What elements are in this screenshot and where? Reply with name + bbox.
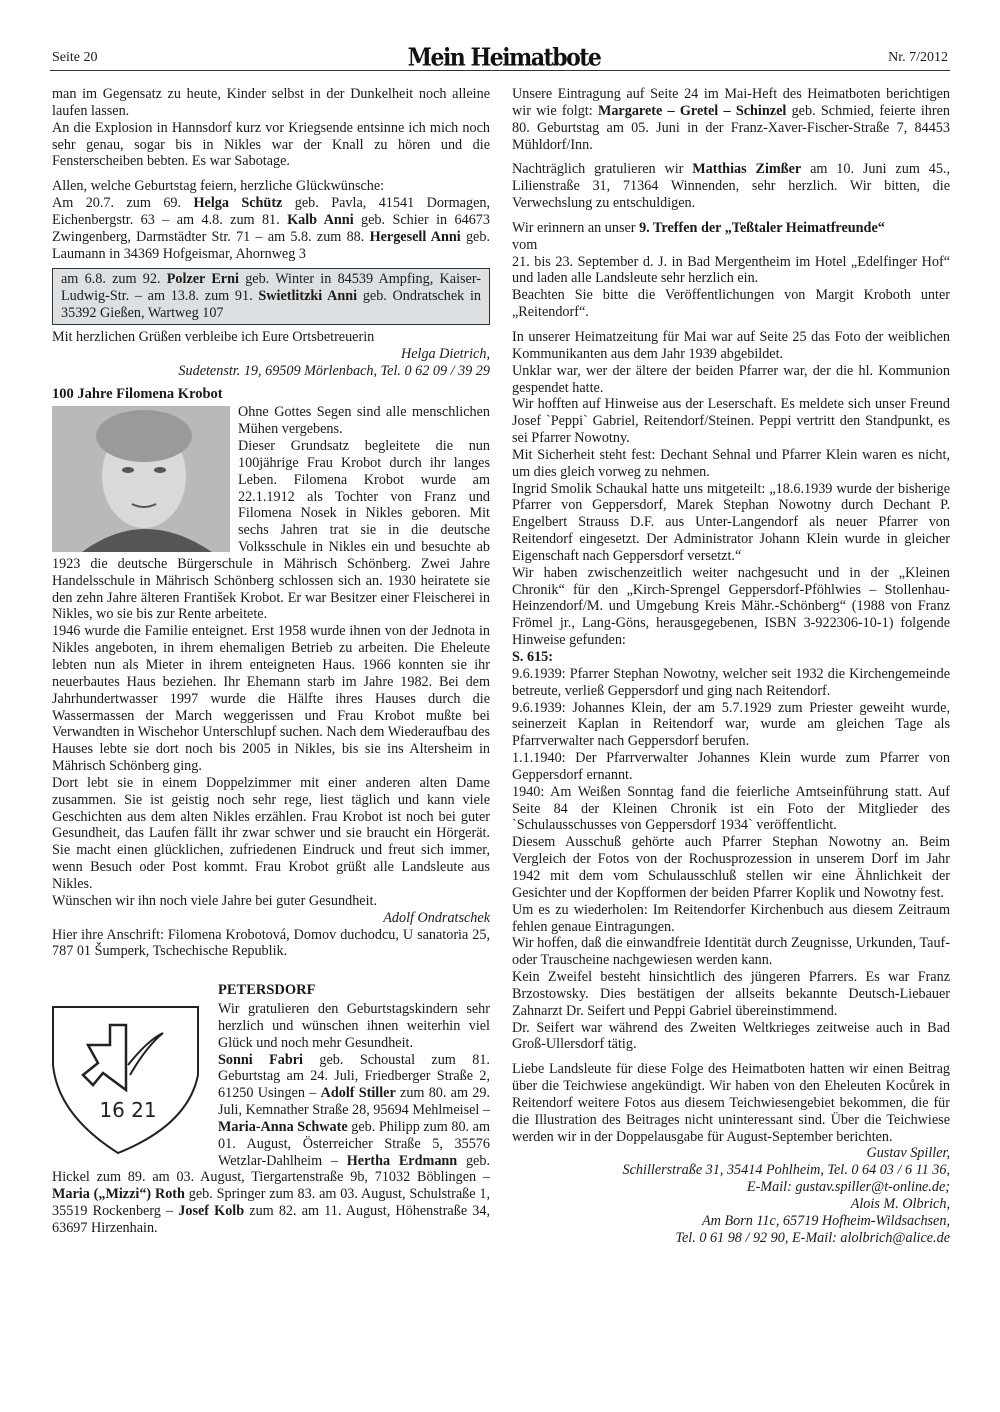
paragraph [52,86,490,120]
header-rule [50,70,950,71]
paragraph [512,649,950,666]
text-run: Adolf Ondratschek [383,909,490,926]
paragraph [52,927,490,961]
bold-name: Helga Schütz [193,195,283,212]
paragraph [512,161,950,212]
paragraph [512,86,950,153]
paragraph [512,329,950,363]
text-run: 1940: Am Weißen Sonntag fand die feierliche Amtseinführung statt. Auf Seite 84 der Kleinen Chronik ist ein Foto der Mitglieder des `Schulausschusses von Geppersdorf 1934` veröffentlicht. [512,783,950,834]
paragraph [52,120,490,171]
text-run: Alois M. Olbrich, [850,1196,950,1212]
text-run: Kein Zweifel besteht hinsichtlich des jüngeren Pfarrers. Es war Franz Brzostowsky. Dies bestätigen der allseits bekannte Deutsch-Liebauer Zahnarzt Dr. Seifert und Peppi Gabriel übereinstimmend. [512,969,950,1019]
paragraph [512,1230,950,1247]
paragraph [512,1162,950,1179]
paragraph [52,346,490,363]
bold-name: Sonni Fabri [218,1051,303,1068]
paragraph [512,969,950,1020]
text-run: am 10. Juni zum 45., Lilienstraße 31, 71364 Winnenden, sehr herzlich. Wir bitten, die Verwechslung zu entschuldigen. [512,161,951,212]
paragraph [52,910,490,927]
text-run: Liebe Landsleute für diese Folge des Heimatboten hatten wir einen Beitrag über die Teichwiese angekündigt. Wir haben von den Eheleuten Kocůrek in Reitendorf weitere Fotos aus diesem Teichwiesengebiet bekommen, die für die Illustration des Beitrages nicht uninteressant sind. Über die Teichwiese werden wir in der Doppelausgabe für August-September berichten. [512,1061,950,1145]
bold-name: Adolf Stiller [320,1085,396,1102]
text-run: vom [512,236,538,253]
section-heading [52,982,490,999]
bold-name: Kalb Anni [287,211,354,228]
text-run: Wünschen wir ihn noch viele Jahre bei guter Gesundheit. [52,892,378,909]
text-run: geb. Schmied, feierte ihren 80. Geburtstag am 05. Juni in der Franz-Xaver-Fischer-Straße 7, 84453 Mühldorf/Inn. [512,102,950,153]
text-run: Am Born 11c, 65719 Hofheim-Wildsachsen, [702,1212,950,1229]
paragraph [52,178,490,195]
text-run: Um es zu wiederholen: Im Reitendorfer Kirchenbuch aus diesem Zeitraum fehlen genaue Eintragungen. [512,901,950,935]
paragraph [512,784,950,835]
coat-of-arms-shield [48,1005,208,1155]
paragraph [512,700,950,751]
paragraph [512,287,950,321]
bold-name: Maria („Mizzi“) Roth [52,1186,185,1203]
text-run: Nachträglich gratulieren wir [512,161,693,178]
text-run: Unklar war, wer der ältere der beiden Pfarrer war, der die hl. Kommunion gespendet hatte. [512,362,950,396]
text-run: Diesem Ausschuß gehörte auch Pfarrer Stephan Nowotny an. Beim Vergleich der Fotos von der Rochusprozession in unserem Dorf im Jahr 1942 mit dem vom Schulausschluß stellen wir eine Ähnlichkeit der Gesichter und der Kopfformen der beiden Pfarrer Koplik und Nowotny fest. [512,834,950,901]
paragraph [52,329,490,346]
issue-number: Nr. 7/2012 [888,50,948,65]
text-run: Unsere Eintragung auf Seite 24 im Mai-Heft des Heimatboten berichtigen wir wie folgt: [512,86,950,119]
text-run: Wir gratulieren den Geburtstagskindern sehr herzlich und wünschen ihnen weiterhin viel Glück und noch mehr Gesundheit. [218,1001,490,1051]
text-run: zum 80. am 29. Juli, Kemnather Straße 28, 95694 Mehlmeisel – [218,1085,490,1119]
paragraph [512,396,950,447]
page-number: Seite 20 [52,50,98,65]
text-run: Gustav Spiller, [866,1145,950,1162]
bold-name: Polzer Erni [166,271,239,288]
paragraph [512,1213,950,1230]
text-run: geb. Ondratschek in 35392 Gießen, Wartweg 107 [61,288,481,322]
text-run: zum 82. am 11. August, Höhenstraße 34, 63697 Hirzenhain. [52,1203,490,1236]
text-run: Sudetenstr. 19, 69509 Mörlenbach, Tel. 0 62 09 / 39 29 [178,362,490,379]
paragraph [512,1145,950,1162]
text-run: In unserer Heimatzeitung für Mai war auf Seite 25 das Foto der weiblichen Kommunikanten aus dem Jahr 1939 abgebildet. [512,328,950,362]
paragraph [512,565,950,649]
text-run: Mit herzlichen Grüßen verbleibe ich Eure Ortsbetreuerin [52,328,375,345]
text-run: geb. Springer zum 83. am 03. August, Schulstraße 1, 35519 Rockenberg – [52,1186,490,1220]
portrait-photo [52,406,230,552]
paragraph [512,935,950,969]
text-run: Wir haben zwischenzeitlich weiter nachgesucht und in der „Kleinen Chronik“ für den „Kirch-Sprengel Geppersdorf-Pföhlwies – Stollenhau-Heinzendorf/M. und Umgebung Kreis Mähr.-Schönberg“ (1988 von Franz Frömel jr., Lang-Göns, herausgegebenen, ISBN 3-922306-10-1) folgende Hinweise gefunden: [512,564,950,649]
paragraph [512,902,950,936]
text-run: Dr. Seifert war während des Zweiten Weltkrieges zeitweise auch in Bad Groß-Ullersdorf tätig. [512,1019,950,1053]
text-run: 9.6.1939: Pfarrer Stephan Nowotny, welcher seit 1932 die Kirchengemeinde betreute, verließ Geppersdorf und ging nach Reitendorf. [512,665,950,699]
text-run: Dieser Grundsatz begleitete die nun 100jährige Frau Krobot durch ihr langes Leben. Filomena Krobot wurde am 22.1.1912 als Tochter von Franz und Filomena Nosek in Nikles geboren. Mit sechs Jahren trat sie in die deutsche Volksschule in Nikles ein und besuchte ab 1923 die deutsche Bürgerschule in Mährisch Schönberg. Zwei Jahre Handelsschule in Mährisch Schönberg schlossen sich an. 1930 heiratete sie den zehn Jahre älteren František Krobot. Er war Besitzer einer Fleischerei in Nikles, wo sie bis zur Rente arbeitete. [52,438,490,623]
text-run: Schillerstraße 31, 35414 Pohlheim, Tel. 0 64 03 / 6 11 36, [622,1162,950,1179]
paragraph [512,834,950,901]
text-run: 9.6.1939: Johannes Klein, der am 5.7.1929 zum Priester geweiht wurde, seinerzeit Kaplan in Reitendorf war, wurde am gleichen Tage als Pfarrverwalter nach Geppersdorf berufen. [512,699,950,750]
paragraph [52,893,490,910]
bold-name: Josef Kolb [178,1203,245,1220]
shield-year: 16 21 [99,1098,157,1123]
text-run: PETERSDORF [218,982,316,999]
bold-name: Hertha Erdmann [346,1152,458,1169]
paragraph [512,1179,950,1196]
paragraph [512,237,950,254]
bold-name: Margarete – Gretel – Schinzel [597,102,787,119]
text-run: geb. Philipp zum 80. am 01. August, Österreicher Straße 5, 35576 Wetzlar-Dahlheim – [218,1118,490,1169]
paragraph [52,775,490,893]
text-run: Am 20.7. zum 69. [52,195,194,212]
text-run: Dort lebt sie in einem Doppelzimmer mit einer anderen alten Dame zusammen. Sie ist geistig noch sehr rege, liest täglich und kann viele Geschichten aus dem alten Nikles erzählen. Frau Krobot ist noch bei guter Gesundheit, das Laufen fällt ihr zwar schwer und sie braucht ein Hörgerät. Sie macht einen glücklichen, zufriedenen Eindruck und freut sich immer, wenn Besuch oder Post kommt. Frau Krobot grüßt alle Landsleute aus Nikles. [52,774,490,892]
text-run: Tel. 0 61 98 / 92 90, E-Mail: alolbrich@alice.de [675,1229,950,1246]
text-run: 1946 wurde die Familie enteignet. Erst 1958 wurde ihnen von der Jednota in Nikles angeboten, in ihrem ehemaligen Betrieb zu arbeiten. Die Eheleute lebten nun als Mieter in ihrem enteigneten Haus. 1966 konnten sie ihr neuerbautes Haus beziehen. Ihr Ehemann starb im Jahre 1982. Bei dem Jahrhundertwasser 1997 wurde die Hälfte ihres Hauses durch die Wassermassen der March weggerissen und Frau Krobot mußte bei Verwandten in Wischehor Unterschlupf suchen. Nach dem Wiederaufbau des Hauses lebte sie dort noch bis 2005 in Nikles, bis sie ins Altersheim in Mährisch Schönberg ging. [52,623,490,775]
paragraph [52,195,490,262]
paragraph [512,1061,950,1145]
text-run: Allen, welche Geburtstag feiern, herzliche Glückwünsche: [52,178,385,195]
paragraph [512,481,950,565]
text-run: man im Gegensatz zu heute, Kinder selbst in der Dunkelheit noch alleine laufen lassen. [52,86,490,119]
text-run: Beachten Sie bitte die Veröffentlichungen von Margit Kroboth unter „Reitendorf“. [512,287,950,321]
text-run: Ingrid Smolik Schaukal hatte uns mitgeteilt: „18.6.1939 wurde der bisherige Pfarrer von Geppersdorf, Marek Stephan Nowotny durch Dechant P. Engelbert Strauss D.F. aus Unter-Langendorf als neuer Pfarrer von Reitendorf eingesetzt. Der Administrator Johann Klein wurde in gleicher Eigenschaft nach Geppersdorf versetzt.“ [512,480,950,564]
text-run: Ohne Gottes Segen sind alle menschlichen Mühen vergebens. [238,404,490,438]
text-run: Helga Dietrich, [400,345,490,362]
bold-name: Swietlitzki Anni [258,288,358,305]
text-run: 21. bis 23. September d. J. in Bad Mergentheim im Hotel „Edelfinger Hof“ und laden alle Landsleute sehr herzlich ein. [512,253,950,287]
bold-name: S. 615: [512,649,553,665]
text-run: geb. Winter in 84539 Ampfing, Kaiser-Ludwig-Str. – am 13.8. zum 91. [61,271,481,305]
text-run: Wir hoffen, daß die einwandfreie Identität durch Zeugnisse, Urkunden, Tauf- oder Trauscheine nachgewiesen werden kann. [512,935,950,969]
paragraph [512,220,950,237]
bold-name: Hergesell Anni [369,228,461,245]
text-run: geb. Pavla, 41541 Dormagen, Eichenbergstr. 63 – am 4.8. zum 81. [52,195,491,228]
paragraph [512,1196,950,1213]
paragraph [512,666,950,700]
svg-text:Mein Heimatbote: Mein Heimatbote [407,43,601,72]
bold-name: Matthias Zimßer [692,161,802,178]
paragraph [512,750,950,784]
paragraph [512,254,950,288]
masthead-logo [407,38,601,72]
paragraph [512,1020,950,1054]
text-run: Wir hofften auf Hinweise aus der Leserschaft. Es meldete sich unser Freund Josef `Peppi` Gabriel, Reitendorf/Steinen. Peppi vertritt den Standpunkt, es sei Pfarrer Nowotny. [512,396,950,447]
text-run: Hier ihre Anschrift: Filomena Krobotová, Domov duchodcu, U sanatoria 25, 787 01 Šumperk, Tschechische Republik. [52,926,490,960]
text-run: am 6.8. zum 92. [61,271,167,288]
section-heading [52,386,490,403]
highlight-box [52,268,490,325]
left-column [52,86,490,1237]
text-run: E-Mail: gustav.spiller@t-online.de; [746,1179,950,1196]
right-column [512,86,950,1247]
paragraph [52,363,490,380]
text-run: Wir erinnern an unser [512,219,640,236]
paragraph [512,363,950,397]
text-run: An die Explosion in Hannsdorf kurz vor Kriegsende entsinne ich mich noch sehr genau, sogar bis in Nikles war der Knall zu hören und die Fensterscheiben bebten. Es war Sabotage. [52,119,490,170]
text-run: Mit Sicherheit steht fest: Dechant Sehnal und Pfarrer Klein waren es nicht, um dies gleich vorweg zu nehmen. [512,446,950,480]
bold-name: 9. Treffen der „Teßtaler Heimatfreunde“ [639,219,885,236]
paragraph [512,447,950,481]
text-run: 1.1.1940: Der Pfarrverwalter Johannes Klein wurde zum Pfarrer von Geppersdorf ernannt. [512,750,950,783]
text-run: geb. Schier in 64673 Zwingenberg, Darmstädter Str. 71 – am 5.8. zum 88. [52,211,490,245]
text-run: geb. Hickel zum 89. am 03. August, Tiergartenstraße 9b, 71032 Böblingen – [52,1152,490,1186]
text-run: 100 Jahre Filomena Krobot [52,385,223,402]
text-run: geb. Schoustal zum 81. Geburtstag am 24. Juli, Friedberger Straße 2, 61250 Usingen – [218,1051,490,1102]
paragraph [52,623,490,775]
text-run: geb. Laumann in 34369 Hofgeismar, Ahornweg 3 [52,228,490,262]
bold-name: Maria-Anna Schwate [218,1118,348,1135]
